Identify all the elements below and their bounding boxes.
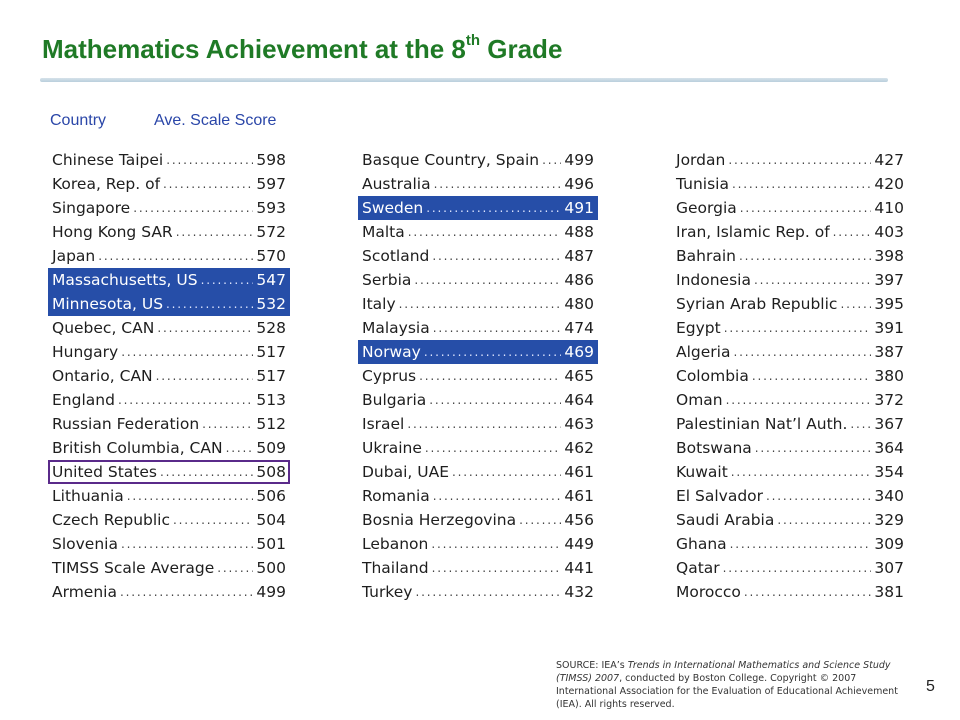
country-row (48, 532, 290, 556)
country-score: 461 (564, 463, 594, 481)
country-name: Cyprus (362, 367, 417, 385)
country-row (358, 412, 598, 436)
dot-leader (414, 268, 561, 292)
country-row (358, 580, 598, 604)
dot-leader (157, 316, 253, 340)
country-score: 499 (564, 151, 594, 169)
dot-leader (426, 196, 561, 220)
dot-leader (432, 556, 562, 580)
country-score: 528 (256, 319, 286, 337)
country-row (672, 316, 908, 340)
country-name: Czech Republic (52, 511, 171, 529)
country-row (358, 220, 598, 244)
country-name: Ukraine (362, 439, 422, 457)
country-row (358, 484, 598, 508)
country-row (358, 388, 598, 412)
dot-leader (728, 148, 871, 172)
country-name: Lithuania (52, 487, 124, 505)
country-row (672, 436, 908, 460)
country-name: Georgia (676, 199, 737, 217)
country-name: Palestinian Nat’l Auth. (676, 415, 848, 433)
country-name: Romania (362, 487, 430, 505)
country-score: 469 (564, 343, 594, 361)
dot-leader (217, 556, 253, 580)
country-name: Syrian Arab Republic (676, 295, 838, 313)
country-score: 391 (874, 319, 904, 337)
country-score: 387 (874, 343, 904, 361)
country-row (48, 268, 290, 292)
dot-leader (766, 484, 871, 508)
country-row (48, 460, 290, 484)
country-score: 410 (874, 199, 904, 217)
country-name: Minnesota, US (52, 295, 164, 313)
country-name: Botswana (676, 439, 752, 457)
country-score: 486 (564, 271, 594, 289)
country-row (358, 556, 598, 580)
country-row (48, 220, 290, 244)
dot-leader (432, 244, 561, 268)
country-name: England (52, 391, 115, 409)
country-score: 463 (564, 415, 594, 433)
dot-leader (121, 532, 253, 556)
country-score: 474 (564, 319, 594, 337)
dot-leader (98, 244, 253, 268)
country-score: 427 (874, 151, 904, 169)
country-score: 354 (874, 463, 904, 481)
country-score: 307 (874, 559, 904, 577)
country-name: Hong Kong SAR (52, 223, 173, 241)
country-row (48, 364, 290, 388)
dot-leader (407, 412, 561, 436)
country-score: 461 (564, 487, 594, 505)
dot-leader (723, 556, 872, 580)
country-row (672, 484, 908, 508)
country-score: 398 (874, 247, 904, 265)
country-row (672, 196, 908, 220)
country-row (48, 316, 290, 340)
country-score: 570 (256, 247, 286, 265)
country-row (672, 268, 908, 292)
source-note (556, 659, 916, 711)
title-divider (40, 78, 888, 82)
country-row (48, 244, 290, 268)
country-column-2 (358, 148, 598, 604)
dot-leader (431, 532, 561, 556)
country-name: Ontario, CAN (52, 367, 153, 385)
country-row (48, 484, 290, 508)
country-name: Jordan (676, 151, 726, 169)
dot-leader (733, 340, 871, 364)
dot-leader (415, 580, 561, 604)
dot-leader (840, 292, 871, 316)
country-name: Oman (676, 391, 723, 409)
country-row (358, 508, 598, 532)
country-score: 491 (564, 199, 594, 217)
country-score: 464 (564, 391, 594, 409)
country-row (48, 196, 290, 220)
country-score: 512 (256, 415, 286, 433)
dot-leader (173, 508, 253, 532)
source-prefix: SOURCE: IEA’s (556, 660, 628, 671)
dot-leader (519, 508, 561, 532)
dot-leader (166, 292, 253, 316)
country-name: Morocco (676, 583, 741, 601)
country-name: Bulgaria (362, 391, 427, 409)
country-name: Norway (362, 343, 421, 361)
country-row (672, 172, 908, 196)
country-score: 462 (564, 439, 594, 457)
country-row (48, 580, 290, 604)
dot-leader (433, 484, 562, 508)
country-name: Indonesia (676, 271, 751, 289)
country-name: Japan (52, 247, 96, 265)
dot-leader (434, 172, 562, 196)
country-name: Quebec, CAN (52, 319, 155, 337)
dot-leader (777, 508, 871, 532)
country-row (358, 172, 598, 196)
country-name: Sweden (362, 199, 424, 217)
country-score: 309 (874, 535, 904, 553)
dot-leader (120, 580, 253, 604)
country-score: 508 (256, 463, 286, 481)
dot-leader (425, 436, 562, 460)
country-row (672, 412, 908, 436)
country-row (48, 340, 290, 364)
source-rest: , conducted by Boston College. Copyright © 2007 International Association for the Evaluation of Educational Achievement (IEA). All rights reserved. (556, 673, 898, 710)
country-name: Singapore (52, 199, 131, 217)
country-row (672, 148, 908, 172)
country-name: Thailand (362, 559, 429, 577)
country-score: 501 (256, 535, 286, 553)
country-score: 367 (874, 415, 904, 433)
country-score: 380 (874, 367, 904, 385)
title-tail: Grade (480, 34, 563, 64)
dot-leader (752, 364, 872, 388)
country-name: Israel (362, 415, 405, 433)
country-row (672, 340, 908, 364)
country-row (672, 460, 908, 484)
country-score: 340 (874, 487, 904, 505)
country-score: 364 (874, 439, 904, 457)
dot-leader (226, 436, 254, 460)
country-row (48, 148, 290, 172)
country-score: 441 (564, 559, 594, 577)
country-row (48, 412, 290, 436)
country-name: Armenia (52, 583, 117, 601)
country-name: Bosnia Herzegovina (362, 511, 517, 529)
country-name: Egypt (676, 319, 721, 337)
country-header: Country (50, 112, 107, 129)
country-name: Hungary (52, 343, 119, 361)
country-column-1 (48, 148, 290, 604)
country-row (672, 580, 908, 604)
country-score: 456 (564, 511, 594, 529)
dot-leader (127, 484, 254, 508)
dot-leader (754, 268, 871, 292)
country-name: Kuwait (676, 463, 728, 481)
country-score: 500 (256, 559, 286, 577)
country-name: Turkey (362, 583, 413, 601)
country-name: El Salvador (676, 487, 764, 505)
country-score: 496 (564, 175, 594, 193)
dot-leader (399, 292, 562, 316)
page-number: 5 (926, 678, 935, 695)
page-title (42, 34, 562, 65)
country-row (48, 172, 290, 196)
country-row (48, 388, 290, 412)
country-score: 504 (256, 511, 286, 529)
country-name: Saudi Arabia (676, 511, 775, 529)
country-name: United States (52, 463, 157, 481)
dot-leader (433, 316, 562, 340)
title-text: Mathematics Achievement at the 8 (42, 34, 466, 64)
country-row (358, 460, 598, 484)
country-score: 532 (256, 295, 286, 313)
country-name: Qatar (676, 559, 720, 577)
dot-leader (732, 172, 871, 196)
country-name: Colombia (676, 367, 749, 385)
country-score: 517 (256, 343, 286, 361)
country-score: 598 (256, 151, 286, 169)
dot-leader (726, 388, 872, 412)
country-score: 487 (564, 247, 594, 265)
country-name: Russian Federation (52, 415, 200, 433)
country-row (672, 532, 908, 556)
country-row (672, 220, 908, 244)
dot-leader (452, 460, 561, 484)
country-row (672, 292, 908, 316)
country-row (48, 508, 290, 532)
dot-leader (740, 196, 872, 220)
country-row (672, 388, 908, 412)
dot-leader (755, 436, 872, 460)
dot-leader (133, 196, 253, 220)
country-row (48, 436, 290, 460)
country-score: 403 (874, 223, 904, 241)
dot-leader (850, 412, 871, 436)
country-name: British Columbia, CAN (52, 439, 223, 457)
country-row (358, 532, 598, 556)
dot-leader (201, 268, 254, 292)
country-row (358, 196, 598, 220)
country-row (358, 316, 598, 340)
dot-leader (121, 340, 253, 364)
dot-leader (176, 220, 254, 244)
country-score: 506 (256, 487, 286, 505)
country-row (48, 556, 290, 580)
country-score: 397 (874, 271, 904, 289)
country-row (358, 292, 598, 316)
country-row (358, 340, 598, 364)
country-score: 329 (874, 511, 904, 529)
dot-leader (419, 364, 561, 388)
country-row (358, 148, 598, 172)
country-score: 488 (564, 223, 594, 241)
country-name: Basque Country, Spain (362, 151, 540, 169)
country-name: Algeria (676, 343, 731, 361)
country-row (48, 292, 290, 316)
country-name: Ghana (676, 535, 727, 553)
dot-leader (833, 220, 872, 244)
country-score: 517 (256, 367, 286, 385)
country-score: 395 (874, 295, 904, 313)
country-score: 572 (256, 223, 286, 241)
country-score: 597 (256, 175, 286, 193)
country-score: 480 (564, 295, 594, 313)
country-name: Bahrain (676, 247, 736, 265)
dot-leader (724, 316, 872, 340)
dot-leader (542, 148, 561, 172)
country-row (358, 436, 598, 460)
country-name: Tunisia (676, 175, 729, 193)
country-score: 593 (256, 199, 286, 217)
country-score: 432 (564, 583, 594, 601)
country-score: 509 (256, 439, 286, 457)
country-name: Dubai, UAE (362, 463, 449, 481)
country-name: Chinese Taipei (52, 151, 164, 169)
country-name: Malaysia (362, 319, 430, 337)
country-score: 513 (256, 391, 286, 409)
country-row (358, 244, 598, 268)
dot-leader (166, 148, 253, 172)
country-score: 499 (256, 583, 286, 601)
dot-leader (730, 532, 872, 556)
country-name: Scotland (362, 247, 430, 265)
country-score: 547 (256, 271, 286, 289)
country-row (358, 364, 598, 388)
dot-leader (163, 172, 253, 196)
dot-leader (202, 412, 253, 436)
country-score: 449 (564, 535, 594, 553)
dot-leader (156, 364, 254, 388)
country-name: Slovenia (52, 535, 118, 553)
dot-leader (739, 244, 871, 268)
country-name: Iran, Islamic Rep. of (676, 223, 830, 241)
country-row (672, 508, 908, 532)
country-score: 372 (874, 391, 904, 409)
title-superscript: th (465, 32, 481, 50)
country-score: 465 (564, 367, 594, 385)
country-row (672, 556, 908, 580)
country-name: Malta (362, 223, 405, 241)
dot-leader (731, 460, 872, 484)
country-name: Australia (362, 175, 431, 193)
source-study-title: Trends in International Mathematics and Science Study (TIMSS) 2007 (556, 660, 891, 684)
country-row (672, 364, 908, 388)
country-name: Lebanon (362, 535, 429, 553)
country-name: Korea, Rep. of (52, 175, 161, 193)
country-name: Massachusetts, US (52, 271, 198, 289)
dot-leader (424, 340, 562, 364)
country-row (358, 268, 598, 292)
dot-leader (160, 460, 253, 484)
country-column-3 (672, 148, 908, 604)
country-name: TIMSS Scale Average (52, 559, 215, 577)
score-header: Ave. Scale Score (154, 112, 277, 129)
country-score: 381 (874, 583, 904, 601)
country-name: Italy (362, 295, 396, 313)
country-score: 420 (874, 175, 904, 193)
country-name: Serbia (362, 271, 412, 289)
dot-leader (118, 388, 253, 412)
dot-leader (429, 388, 561, 412)
country-row (672, 244, 908, 268)
dot-leader (408, 220, 562, 244)
dot-leader (744, 580, 872, 604)
